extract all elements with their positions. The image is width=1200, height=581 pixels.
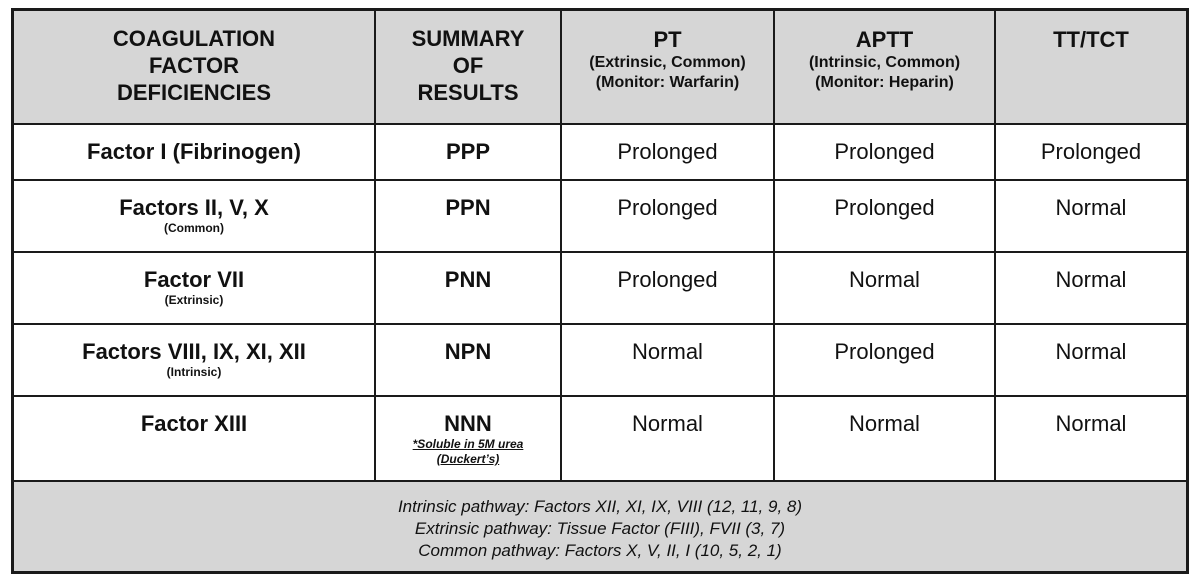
pathway-label: (Common)	[164, 221, 224, 235]
factor-cell	[14, 124, 375, 180]
summary-cell	[375, 252, 561, 324]
tt-cell	[995, 252, 1186, 324]
intrinsic-pathway-note: Intrinsic pathway: Factors XII, XI, IX, VIII (12, 11, 9, 8)	[397, 497, 803, 516]
table-row	[14, 124, 1186, 180]
factor-name: Factors II, V, X	[119, 195, 269, 220]
header-factor-deficiencies	[14, 11, 375, 124]
table-row	[14, 252, 1186, 324]
aptt-cell	[774, 324, 995, 396]
summary-cell	[375, 124, 561, 180]
tt-result: Normal	[1055, 267, 1127, 292]
summary-code: PPN	[445, 195, 491, 220]
header-summary-line-1: SUMMARY	[411, 26, 525, 51]
summary-code: NNN	[444, 411, 492, 436]
factor-cell	[14, 180, 375, 252]
pt-cell	[561, 252, 774, 324]
header-factor-line-1: COAGULATION	[112, 26, 276, 51]
header-aptt	[774, 11, 995, 124]
coagulation-table-frame	[11, 8, 1189, 574]
summary-cell	[375, 324, 561, 396]
tt-result: Prolonged	[1040, 139, 1142, 164]
factor-name: Factor I (Fibrinogen)	[87, 139, 301, 164]
extrinsic-pathway-note: Extrinsic pathway: Tissue Factor (FIII), FVII (3, 7)	[414, 519, 786, 538]
common-pathway-note: Common pathway: Factors X, V, II, I (10, 5, 2, 1)	[418, 541, 782, 560]
header-row	[14, 11, 1186, 124]
pt-result: Prolonged	[617, 267, 718, 292]
header-pt-sub-1: (Extrinsic, Common)	[589, 54, 746, 71]
summary-cell	[375, 180, 561, 252]
summary-note-line-2: (Duckert’s)	[436, 452, 500, 466]
factor-name: Factors VIII, IX, XI, XII	[82, 339, 306, 364]
pt-cell	[561, 180, 774, 252]
aptt-cell	[774, 396, 995, 482]
table-row	[14, 324, 1186, 396]
summary-note-line-1: *Soluble in 5M urea	[412, 437, 524, 451]
summary-code: PNN	[444, 267, 492, 292]
aptt-cell	[774, 252, 995, 324]
aptt-result: Prolonged	[834, 139, 935, 164]
header-summary-line-2: OF	[452, 53, 484, 78]
summary-cell	[375, 396, 561, 482]
factor-cell	[14, 324, 375, 396]
header-aptt-sub-2: (Monitor: Heparin)	[815, 74, 954, 91]
pathway-label: (Extrinsic)	[164, 293, 224, 307]
header-tt-title: TT/TCT	[1053, 27, 1129, 52]
summary-code: NPN	[444, 339, 492, 364]
tt-cell	[995, 396, 1186, 482]
aptt-cell	[774, 124, 995, 180]
pt-result: Prolonged	[617, 139, 718, 164]
aptt-result: Normal	[849, 411, 920, 436]
header-tt-tct	[995, 11, 1186, 124]
header-aptt-title: APTT	[855, 27, 914, 52]
header-summary	[375, 11, 561, 124]
tt-result: Normal	[1055, 195, 1127, 220]
table-row	[14, 180, 1186, 252]
pt-cell	[561, 124, 774, 180]
factor-name: Factor XIII	[140, 411, 248, 436]
header-pt-title: PT	[653, 27, 682, 52]
pt-result: Prolonged	[617, 195, 718, 220]
pt-result: Normal	[632, 339, 703, 364]
header-factor-line-2: FACTOR	[148, 53, 240, 78]
tt-result: Normal	[1055, 411, 1127, 436]
factor-name: Factor VII	[143, 267, 245, 292]
tt-cell	[995, 180, 1186, 252]
tt-cell	[995, 124, 1186, 180]
tt-result: Normal	[1055, 339, 1127, 364]
aptt-result: Normal	[849, 267, 920, 292]
table-row	[14, 396, 1186, 482]
factor-cell	[14, 396, 375, 482]
summary-code: PPP	[445, 139, 491, 164]
pt-result: Normal	[632, 411, 703, 436]
header-pt	[561, 11, 774, 124]
header-pt-sub-2: (Monitor: Warfarin)	[595, 74, 740, 91]
pt-cell	[561, 324, 774, 396]
aptt-result: Prolonged	[834, 339, 935, 364]
header-aptt-sub-1: (Intrinsic, Common)	[808, 54, 961, 71]
header-factor-line-3: DEFICIENCIES	[116, 80, 272, 105]
pt-cell	[561, 396, 774, 482]
tt-cell	[995, 324, 1186, 396]
header-summary-line-3: RESULTS	[417, 80, 519, 105]
pathway-label: (Intrinsic)	[166, 365, 222, 379]
aptt-cell	[774, 180, 995, 252]
factor-cell	[14, 252, 375, 324]
coagulation-table	[14, 11, 1186, 483]
pathway-legend	[14, 480, 1186, 571]
aptt-result: Prolonged	[834, 195, 935, 220]
